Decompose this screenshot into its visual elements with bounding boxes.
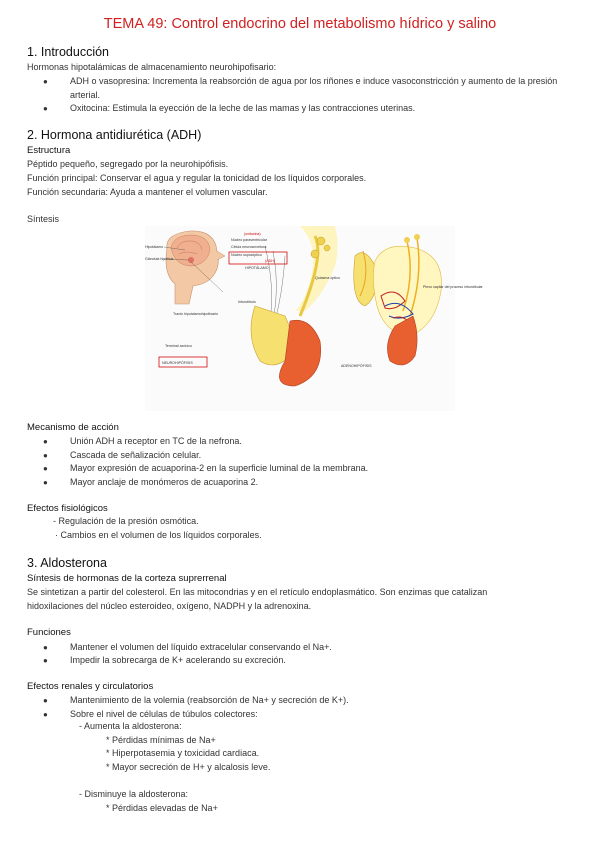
intro-text: Hormonas hipotalámicas de almacenamiento neurohipofisario: [27, 62, 277, 72]
bullet-icon: ● [43, 437, 48, 446]
sublist-heading: - Disminuye la aldosterona: [79, 789, 189, 799]
label-supraoptico: Núcleo supraóptico [231, 253, 262, 257]
section-1-heading: 1. Introducción [27, 45, 109, 59]
bullet-icon: ● [43, 656, 48, 665]
label-hipotalamo: Hipotálamo [145, 245, 164, 249]
label-adenohipofisis: ADENOHIPÓFISIS [341, 364, 372, 368]
list-item: ● Impedir la sobrecarga de K+ acelerando su excreción. [70, 654, 286, 668]
list-item: ● ADH o vasopresina: Incrementa la reabsorción de agua por los riñones e induce vasoconstricción y aumento de la presión arterial. [43, 76, 558, 100]
bullet-icon: ● [43, 451, 48, 460]
list-item: ● Sobre el nivel de células de túbulos colectores: [70, 708, 258, 722]
label-glandula: Glándula hipófisis [145, 257, 174, 261]
bullet-icon: ● [43, 696, 48, 705]
list-item: - Regulación de la presión osmótica. [53, 516, 199, 526]
label-celula: Célula neurosecretora [231, 245, 267, 249]
adh-synthesis-figure [145, 226, 483, 411]
subheading-sintesis-corteza: Síntesis de hormonas de la corteza suprerrenal [27, 573, 227, 584]
bullet-icon: ● [43, 710, 48, 719]
page-title: TEMA 49: Control endocrino del metabolismo hídrico y salino [103, 16, 497, 32]
bullet-icon: ● [43, 478, 48, 487]
label-tracto: Tracto hipotalamohipofisario [173, 312, 219, 316]
label-infundibulo: Infundíbulo [238, 300, 256, 304]
paragraph-line: Se sintetizan a partir del colesterol. En las mitocondrias y en el retículo endoplasmático. Son enzimas que catalizan [27, 587, 488, 597]
list-item: ● Unión ADH a receptor en TC de la nefrona. [70, 435, 242, 449]
label-neurohipofisis: NEUROHIPÓFISIS [162, 361, 193, 365]
bullet-icon: ● [43, 77, 48, 86]
label-plexo: Plexo capilar del proceso infundibular [423, 285, 483, 289]
section-3-heading: 3. Aldosterona [27, 556, 107, 570]
paragraph-line: hidoxilaciones del núcleo esteroideo, oxígeno, NADPH y la adrenoxina. [27, 601, 312, 611]
list-item: ● Oxitocina: Estimula la eyección de la leche de las mamas y las contracciones uterinas. [70, 102, 570, 116]
subheading-estructura: Estructura [27, 145, 71, 156]
label-hipotalamo2: HIPOTÁLAMO [245, 266, 269, 270]
label-terminal: Terminal axónico [165, 344, 192, 348]
bullet-icon: ● [43, 643, 48, 652]
label-oxitocina: (oxitocina) [244, 232, 261, 236]
paragraph-line: Función principal: Conservar el agua y regular la tonicidad de los líquidos corporales. [27, 173, 367, 183]
subheading-sintesis: Síntesis [27, 214, 60, 224]
list-item: ● Cascada de señalización celular. [70, 449, 201, 463]
sublist-heading: - Aumenta la aldosterona: [79, 721, 182, 731]
label-quiasma: Quiasma óptico [315, 276, 340, 280]
bullet-icon: ● [43, 104, 48, 113]
sublist-item: * Pérdidas mínimas de Na+ [106, 735, 216, 745]
sublist-item: * Hiperpotasemia y toxicidad cardiaca. [106, 748, 260, 758]
subheading-efectos-renales: Efectos renales y circulatorios [27, 681, 154, 692]
subheading-funciones: Funciones [27, 627, 71, 638]
list-item: ● Mantenimiento de la volemia (reabsorción de Na+ y secreción de K+). [70, 694, 349, 708]
label-paraventricular: Núcleo paraventricular [231, 238, 267, 242]
sublist-item: * Mayor secreción de H+ y alcalosis leve. [106, 762, 271, 772]
sublist-item: * Pérdidas elevadas de Na+ [106, 803, 218, 813]
bullet-icon: ● [43, 464, 48, 473]
subheading-efectos: Efectos fisiológicos [27, 503, 108, 514]
list-item: ● Mayor expresión de acuaporina-2 en la superficie luminal de la membrana. [70, 462, 368, 476]
paragraph-line: Función secundaria: Ayuda a mantener el volumen vascular. [27, 187, 268, 197]
label-adh: (ADH) [265, 259, 275, 263]
paragraph-line: Péptido pequeño, segregado por la neurohipófisis. [27, 159, 229, 169]
list-item: · Cambios en el volumen de los líquidos corporales. [55, 530, 262, 540]
list-item: ● Mayor anclaje de monómeros de acuaporina 2. [70, 476, 258, 490]
section-2-heading: 2. Hormona antidiurética (ADH) [27, 128, 202, 142]
list-item: ● Mantener el volumen del líquido extracelular conservando el Na+. [70, 641, 332, 655]
subheading-mecanismo: Mecanismo de acción [27, 422, 119, 433]
